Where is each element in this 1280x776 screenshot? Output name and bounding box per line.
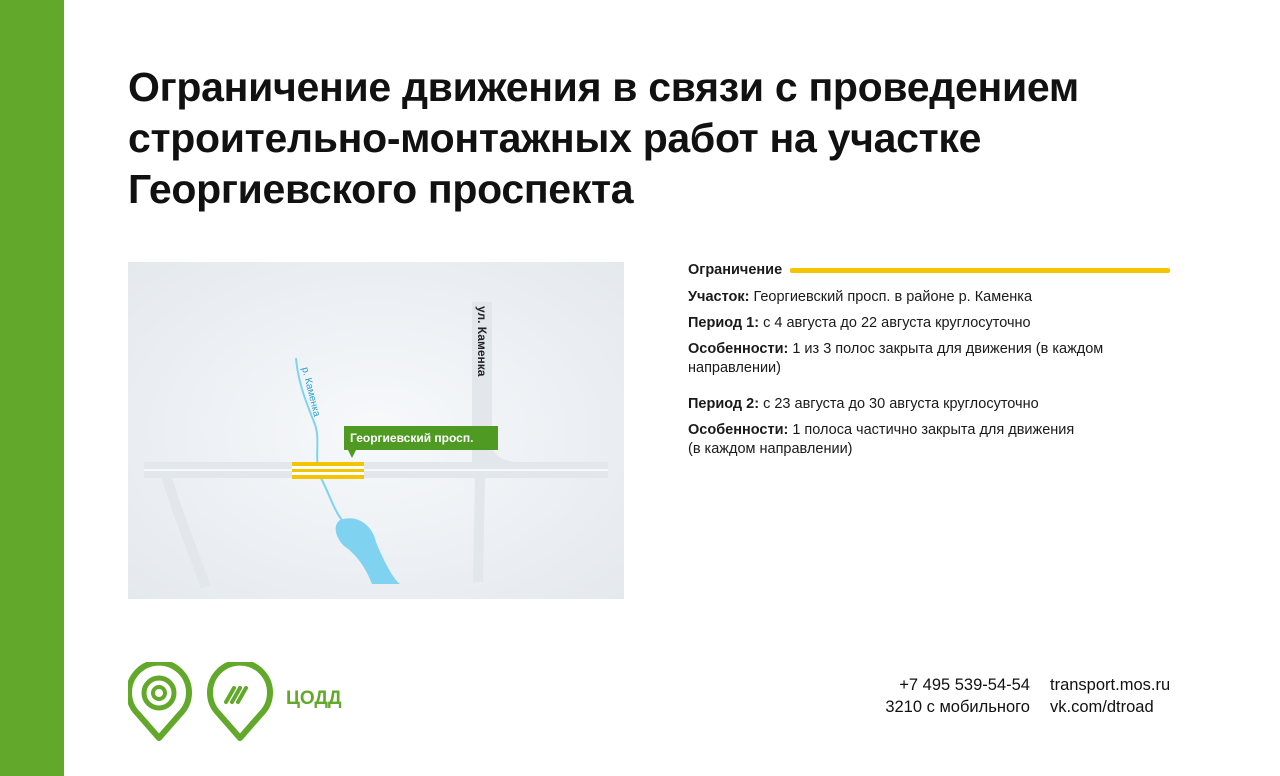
features2-value-line2: (в каждом направлении): [688, 441, 853, 457]
period1-key: Период 1:: [688, 315, 760, 331]
period2-row: [688, 395, 1188, 414]
restriction-line-bottom: [292, 475, 364, 479]
section-row: [688, 288, 1188, 307]
period2-value: с 23 августа до 30 августа круглосуточно: [759, 396, 1039, 412]
features2-key: Особенности:: [688, 422, 789, 438]
features1-key: Особенности:: [688, 341, 789, 357]
legend-restriction-line: [790, 268, 1170, 273]
contacts-web: [1050, 674, 1170, 718]
moscow-transport-logo-icon: [129, 663, 189, 738]
page-title: [128, 62, 1208, 215]
site-link[interactable]: transport.mos.ru: [1050, 676, 1171, 694]
street-kamenka-label: ул. Каменка: [475, 306, 489, 377]
features1-value-line2: направлении): [688, 360, 781, 376]
period1-row: [688, 314, 1188, 333]
features2-value-line1: 1 полоса частично закрыта для движения: [788, 422, 1075, 438]
side-road-right: [478, 476, 480, 582]
period2-key: Период 2:: [688, 396, 760, 412]
restriction-line-mid: [292, 469, 364, 472]
codd-org-name: ЦОДД: [286, 688, 342, 709]
legend: [688, 260, 1188, 280]
section-value: Георгиевский просп. в районе р. Каменка: [749, 289, 1033, 305]
river-label: р. Каменка: [299, 366, 323, 418]
features2-row: [688, 421, 1188, 459]
features1-row: [688, 340, 1188, 378]
legend-label: Ограничение: [688, 261, 783, 278]
phone-number: +7 495 539-54-54: [899, 676, 1030, 694]
restriction-info: [688, 260, 1188, 466]
brand-side-bar: [0, 0, 64, 776]
features1-value-line1: 1 из 3 полос закрыта для движения (в каждом: [788, 341, 1104, 357]
footer-logos: [128, 662, 368, 742]
vk-link[interactable]: vk.com/dtroad: [1050, 698, 1154, 716]
title-line-1: Ограничение движения в связи с проведением: [128, 64, 1079, 110]
codd-logo-icon: [210, 663, 270, 738]
short-number: 3210 с мобильного: [885, 698, 1030, 716]
title-line-2: строительно-монтажных работ на участке: [128, 115, 982, 161]
restriction-map: [128, 262, 624, 599]
period1-value: с 4 августа до 22 августа круглосуточно: [759, 315, 1031, 331]
restriction-line-top: [292, 462, 364, 466]
contacts-phones: [862, 674, 1030, 718]
avenue-callout-label: Георгиевский просп.: [350, 431, 474, 445]
section-key: Участок:: [688, 289, 750, 305]
title-line-3: Георгиевского проспекта: [128, 166, 634, 212]
